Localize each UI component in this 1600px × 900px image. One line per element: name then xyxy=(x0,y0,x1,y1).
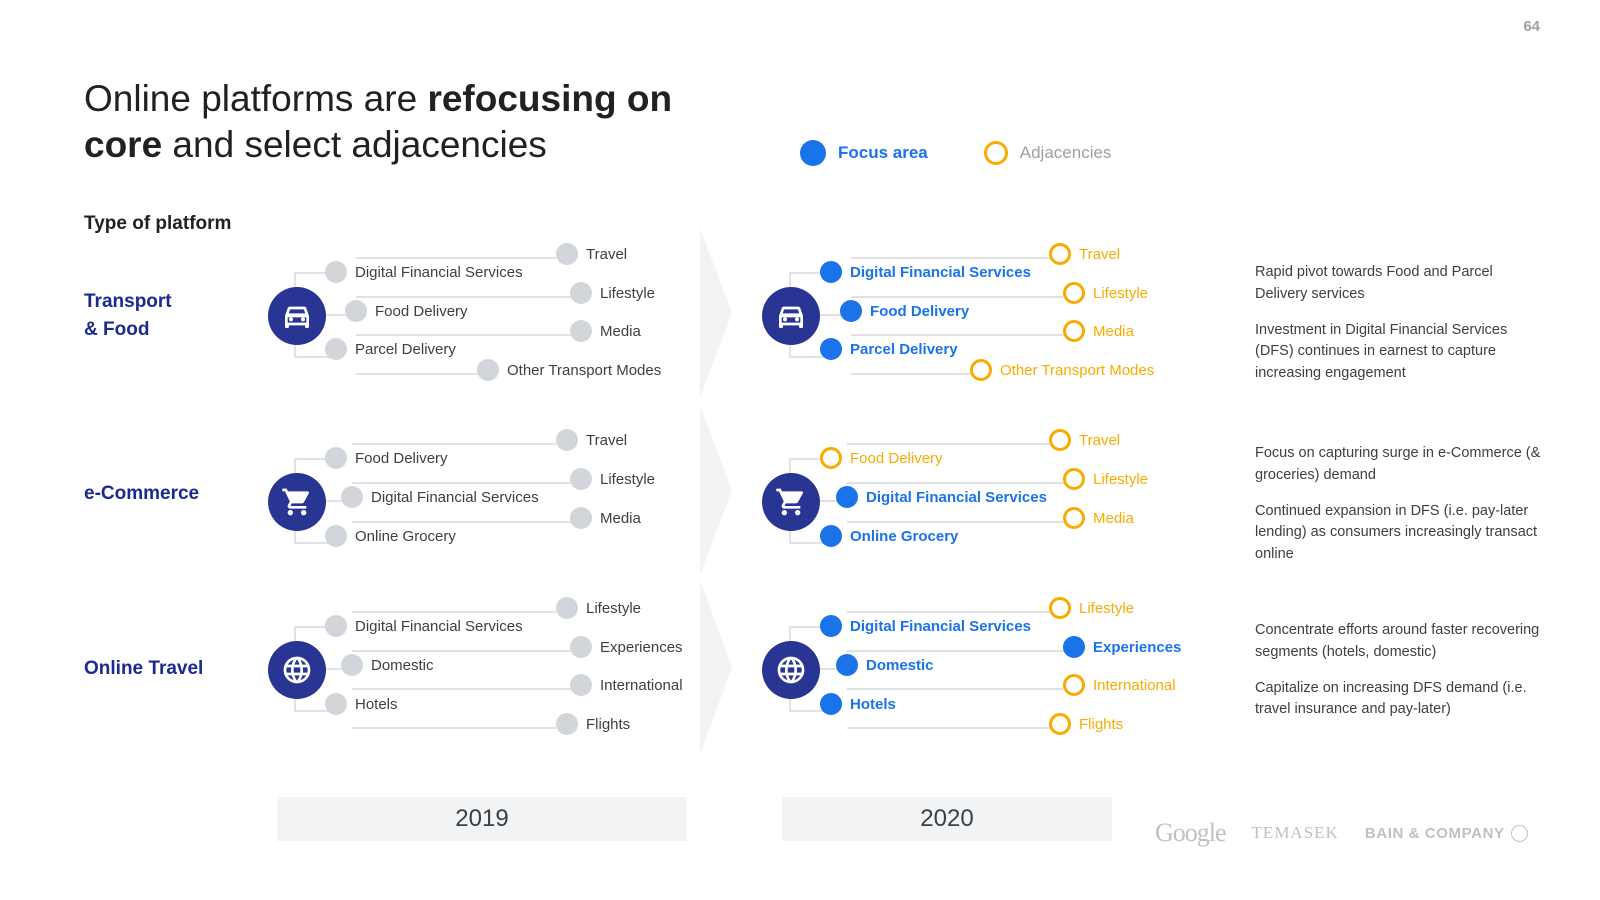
node-bullet xyxy=(1063,507,1085,529)
commentary-paragraph: Continued expansion in DFS (i.e. pay-later lending) as consumers increasingly transact online xyxy=(1255,502,1538,562)
connector-branch xyxy=(352,611,556,613)
node-label: Food Delivery xyxy=(355,449,448,467)
connector-branch xyxy=(847,611,1051,613)
node-bullet xyxy=(1049,429,1071,451)
title-part-1: Online platforms are xyxy=(84,78,428,119)
connector-branch xyxy=(356,334,582,336)
node-2020-food-delivery xyxy=(840,300,969,322)
page-title xyxy=(84,76,704,169)
connector-branch xyxy=(352,650,572,652)
node-label: Lifestyle xyxy=(1093,284,1149,302)
hub-icon-shopping-cart xyxy=(268,473,326,531)
node-label: Lifestyle xyxy=(600,284,656,302)
row-label-transport-food xyxy=(84,288,264,343)
node-bullet xyxy=(820,261,842,283)
node-2019-other-transport-modes xyxy=(477,359,661,381)
node-2020-flights xyxy=(1049,713,1123,735)
connector-branch xyxy=(847,521,1069,523)
node-bullet xyxy=(820,615,842,637)
bain-mark-icon xyxy=(1511,825,1528,842)
chevron-arrow-row-1 xyxy=(700,228,760,398)
node-2019-lifestyle xyxy=(570,282,655,304)
node-bullet xyxy=(820,447,842,469)
node-label: Media xyxy=(600,509,641,527)
connector-branch xyxy=(356,257,556,259)
node-label: Hotels xyxy=(850,695,896,713)
node-bullet xyxy=(556,243,578,265)
node-bullet xyxy=(1049,243,1071,265)
node-bullet xyxy=(556,597,578,619)
node-label: Food Delivery xyxy=(870,302,970,320)
connector-branch xyxy=(352,443,556,445)
node-bullet xyxy=(836,486,858,508)
node-bullet xyxy=(325,447,347,469)
node-bullet xyxy=(325,525,347,547)
node-label: Travel xyxy=(586,431,628,449)
connector-branch xyxy=(851,257,1051,259)
node-label: Domestic xyxy=(371,656,434,674)
commentary-online-travel xyxy=(1255,620,1545,735)
node-2019-food-delivery xyxy=(345,300,468,322)
node-2020-experiences xyxy=(1063,636,1181,658)
node-2020-travel xyxy=(1049,429,1120,451)
legend-adjacencies-label: Adjacencies xyxy=(1019,143,1112,162)
commentary-paragraph: Investment in Digital Financial Services (DFS) continues in earnest to capture increasing engagement xyxy=(1255,321,1508,381)
temasek-logo: TEMASEK xyxy=(1251,823,1339,842)
node-2019-digital-financial-services xyxy=(325,615,523,637)
node-2019-experiences xyxy=(570,636,683,658)
node-2019-lifestyle xyxy=(570,468,655,490)
connector-branch xyxy=(352,688,572,690)
node-2020-lifestyle xyxy=(1063,282,1148,304)
node-bullet xyxy=(325,693,347,715)
hub-icon-shopping-cart xyxy=(762,473,820,531)
node-2019-travel xyxy=(556,429,627,451)
node-bullet xyxy=(570,674,592,696)
node-label: Media xyxy=(600,322,641,340)
node-bullet xyxy=(840,300,862,322)
commentary-ecommerce xyxy=(1255,443,1545,580)
node-label: Experiences xyxy=(600,638,683,656)
node-2020-lifestyle xyxy=(1049,597,1134,619)
page-number: 64 xyxy=(1523,18,1540,35)
legend-item-adjacencies xyxy=(984,141,1112,165)
node-label: Other Transport Modes xyxy=(507,361,662,379)
node-label: Digital Financial Services xyxy=(355,263,523,281)
node-label: Digital Financial Services xyxy=(866,488,1047,506)
node-2020-media xyxy=(1063,320,1134,342)
node-bullet xyxy=(325,338,347,360)
hub-icon-globe xyxy=(762,641,820,699)
node-2019-digital-financial-services xyxy=(325,261,523,283)
node-2019-domestic xyxy=(341,654,434,676)
node-label: Lifestyle xyxy=(600,470,656,488)
bain-logo-text: BAIN & COMPANY xyxy=(1364,824,1505,842)
node-bullet xyxy=(1063,468,1085,490)
node-bullet xyxy=(556,429,578,451)
hub-icon-car xyxy=(268,287,326,345)
node-label: International xyxy=(1093,676,1176,694)
chevron-arrow-row-2 xyxy=(700,405,760,575)
node-2019-lifestyle xyxy=(556,597,641,619)
connector-branch xyxy=(847,688,1067,690)
node-2020-digital-financial-services xyxy=(820,261,1031,283)
node-bullet xyxy=(820,693,842,715)
node-label: Other Transport Modes xyxy=(1000,361,1155,379)
node-2020-parcel-delivery xyxy=(820,338,958,360)
node-2020-hotels xyxy=(820,693,896,715)
node-2019-media xyxy=(570,507,641,529)
node-label: Lifestyle xyxy=(1079,599,1135,617)
node-2020-media xyxy=(1063,507,1134,529)
node-label: Digital Financial Services xyxy=(850,263,1031,281)
commentary-paragraph: Concentrate efforts around faster recovering segments (hotels, domestic) xyxy=(1255,622,1540,660)
node-bullet xyxy=(570,507,592,529)
node-2019-food-delivery xyxy=(325,447,448,469)
node-label: Parcel Delivery xyxy=(850,340,958,358)
node-2020-digital-financial-services xyxy=(820,615,1031,637)
node-bullet xyxy=(341,486,363,508)
node-2019-hotels xyxy=(325,693,398,715)
node-label: Experiences xyxy=(1093,638,1182,656)
adjacency-dot-icon xyxy=(984,141,1008,165)
legend-item-focus xyxy=(800,140,928,166)
node-bullet xyxy=(570,636,592,658)
chevron-arrow-row-3 xyxy=(700,580,760,755)
node-2020-lifestyle xyxy=(1063,468,1148,490)
node-2020-digital-financial-services xyxy=(836,486,1047,508)
node-label: Online Grocery xyxy=(850,527,959,545)
node-2019-online-grocery xyxy=(325,525,456,547)
node-bullet xyxy=(477,359,499,381)
row-label-online-travel: Online Travel xyxy=(84,658,204,679)
title-bold: refocusing on core xyxy=(84,78,673,166)
node-bullet xyxy=(341,654,363,676)
node-bullet xyxy=(325,615,347,637)
node-label: Media xyxy=(1093,509,1134,527)
node-label: Food Delivery xyxy=(850,449,943,467)
bain-logo xyxy=(1365,825,1528,842)
node-2020-travel xyxy=(1049,243,1120,265)
node-label: Flights xyxy=(586,715,631,733)
focus-dot-icon xyxy=(800,140,826,166)
node-bullet xyxy=(1063,282,1085,304)
node-2019-travel xyxy=(556,243,627,265)
node-label: Food Delivery xyxy=(375,302,468,320)
commentary-paragraph: Rapid pivot towards Food and Parcel Delivery services xyxy=(1255,264,1493,302)
node-bullet xyxy=(570,468,592,490)
node-2020-international xyxy=(1063,674,1176,696)
year-band-2020: 2020 xyxy=(782,797,1112,841)
node-bullet xyxy=(325,261,347,283)
node-label: Domestic xyxy=(866,656,934,674)
connector-branch xyxy=(847,482,1069,484)
node-label: Digital Financial Services xyxy=(371,488,539,506)
connector-branch xyxy=(847,727,1051,729)
commentary-paragraph: Capitalize on increasing DFS demand (i.e. travel insurance and pay-later) xyxy=(1255,679,1527,718)
connector-branch xyxy=(352,727,556,729)
node-2019-media xyxy=(570,320,641,342)
footer-logos xyxy=(1155,818,1528,848)
node-label: Digital Financial Services xyxy=(355,617,523,635)
node-2019-international xyxy=(570,674,683,696)
google-logo: Google xyxy=(1155,818,1226,847)
commentary-transport-food xyxy=(1255,262,1545,399)
node-2019-digital-financial-services xyxy=(341,486,539,508)
node-bullet xyxy=(1049,597,1071,619)
node-label: Lifestyle xyxy=(1093,470,1149,488)
node-bullet xyxy=(820,525,842,547)
node-2019-parcel-delivery xyxy=(325,338,456,360)
legend xyxy=(800,140,1111,166)
node-2020-food-delivery xyxy=(820,447,943,469)
node-bullet xyxy=(1063,674,1085,696)
node-bullet xyxy=(970,359,992,381)
connector-branch xyxy=(352,521,578,523)
connector-branch xyxy=(851,296,1073,298)
year-band-2019: 2019 xyxy=(277,797,687,841)
node-label: Lifestyle xyxy=(586,599,642,617)
connector-branch xyxy=(356,296,582,298)
node-2020-online-grocery xyxy=(820,525,958,547)
title-part-2: and select adjacencies xyxy=(162,124,547,166)
node-bullet xyxy=(345,300,367,322)
hub-icon-globe xyxy=(268,641,326,699)
connector-branch xyxy=(851,334,1073,336)
node-bullet xyxy=(1063,320,1085,342)
node-2020-domestic xyxy=(836,654,934,676)
commentary-paragraph: Focus on capturing surge in e-Commerce (& groceries) demand xyxy=(1255,445,1541,483)
column-header-type-of-platform: Type of platform xyxy=(84,213,232,234)
row-label-ecommerce: e-Commerce xyxy=(84,483,200,504)
connector-branch xyxy=(356,373,491,375)
node-2019-flights xyxy=(556,713,630,735)
node-label: Parcel Delivery xyxy=(355,340,456,358)
legend-focus-label: Focus area xyxy=(838,143,928,162)
node-bullet xyxy=(556,713,578,735)
node-bullet xyxy=(1049,713,1071,735)
connector-branch xyxy=(847,443,1051,445)
node-bullet xyxy=(836,654,858,676)
node-bullet xyxy=(1063,636,1085,658)
connector-branch xyxy=(352,482,578,484)
hub-icon-car xyxy=(762,287,820,345)
node-bullet xyxy=(820,338,842,360)
row-label-line-2: & Food xyxy=(84,318,150,340)
node-label: Travel xyxy=(1079,431,1121,449)
connector-branch xyxy=(851,373,981,375)
node-label: Media xyxy=(1093,322,1134,340)
node-label: Online Grocery xyxy=(355,527,456,545)
node-label: Digital Financial Services xyxy=(850,617,1031,635)
node-bullet xyxy=(570,282,592,304)
node-2020-other-transport-modes xyxy=(970,359,1154,381)
node-label: Travel xyxy=(1079,245,1121,263)
node-label: Flights xyxy=(1079,715,1124,733)
node-bullet xyxy=(570,320,592,342)
node-label: Travel xyxy=(586,245,628,263)
node-label: Hotels xyxy=(355,695,398,713)
node-label: International xyxy=(600,676,683,694)
row-label-line-1: Transport xyxy=(84,291,172,312)
connector-branch xyxy=(847,650,1067,652)
